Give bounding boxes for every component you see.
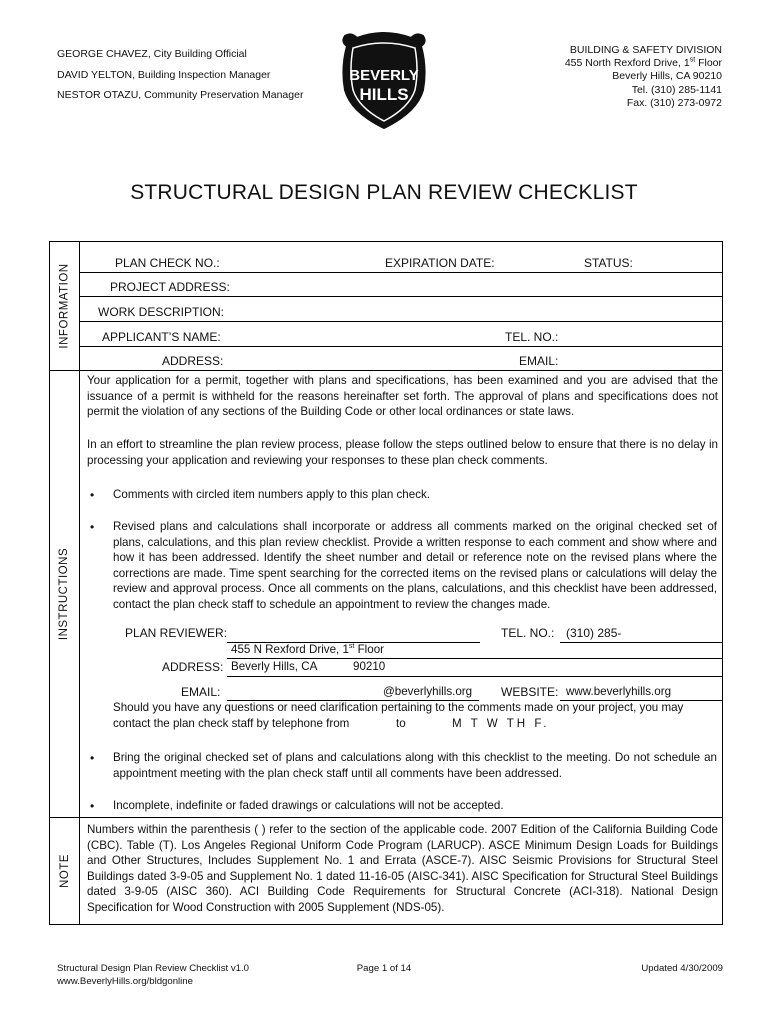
reviewer-address-label: ADDRESS: <box>162 660 224 674</box>
bullet-circled-items: Comments with circled item numbers apply to this plan check. <box>113 488 431 501</box>
contact-sentence-line2: contact the plan check staff by telephone from <box>113 717 350 730</box>
bullet-dot: • <box>90 751 95 765</box>
footer-updated: Updated 4/30/2009 <box>641 963 723 974</box>
logo-text-line1: BEVERLY <box>349 67 419 84</box>
footer-doc-name: Structural Design Plan Review Checklist v1.0 <box>57 963 249 974</box>
checklist-form <box>49 241 723 925</box>
bullet-incomplete-drawings: Incomplete, indefinite or faded drawings or calculations will not be accepted. <box>113 799 504 812</box>
reviewer-email-label: EMAIL: <box>181 685 221 699</box>
contact-sentence-line1: Should you have any questions or need clarification pertaining to the comments made on your project, you may <box>113 701 684 714</box>
project-address-label: PROJECT ADDRESS: <box>110 280 230 294</box>
contact-to: to <box>396 717 406 730</box>
official-2: DAVID YELTON, Building Inspection Manager <box>57 68 271 81</box>
division-name: BUILDING & SAFETY DIVISION <box>569 44 722 56</box>
division-contact <box>565 44 722 110</box>
division-city: Beverly Hills, CA 90210 <box>612 70 722 83</box>
contact-days: M T W TH F. <box>452 717 550 730</box>
status-label: STATUS: <box>584 256 633 270</box>
instructions-intro: Your application for a permit, together with plans and specifications, has been examined and you are advised that the issuance of a permit is withheld for the reasons hereinafter set forth. The approval of plans and specifications does not permit the violation of any sections of the Building Code or other local ordinances or state laws. <box>87 374 718 419</box>
work-description-label: WORK DESCRIPTION: <box>98 305 225 319</box>
bullet-dot: • <box>90 488 95 502</box>
division-tel: Tel. (310) 285-1141 <box>631 83 722 96</box>
reviewer-tel-label: TEL. NO.: <box>501 626 555 640</box>
note-text: Numbers within the parenthesis ( ) refer to the section of the applicable code. 2007 Edition of the California Building Code (CBC). Table (T). Los Angeles Regional Uniform Code Program (LARUCP). ASCE Minimum Design Loads for Buildings and Other Structures, Includes Supplement No. 1 and Errata (ASCE-7). AISC Seismic Provisions for Structural Steel Buildings dated 3-9-05 and Supplement No. 1 dated 11-16-05 (AISC-341). AISC Specification for Structural Steel Buildings dated 3-9-05 (AISC 360). ACI Building Code Requirements for Structural Concrete (ACI-318). National Design Specification for Wood Construction with 2005 Supplement (NDS-05). <box>87 823 718 914</box>
section-separator <box>50 817 722 818</box>
reviewer-tel-line <box>560 642 723 643</box>
reviewer-email-value: @beverlyhills.org <box>383 685 473 698</box>
reviewer-address-city: Beverly Hills, CA <box>231 660 318 673</box>
instructions-streamline: In an effort to streamline the plan review process, please follow the steps outlined below to ensure that there is no delay in processing your application and reviewing your responses to these plan check comments. <box>87 438 718 467</box>
reviewer-address-line <box>227 676 723 677</box>
page-title: STRUCTURAL DESIGN PLAN REVIEW CHECKLIST <box>130 181 638 204</box>
row-line <box>79 296 722 297</box>
website-value: www.beverlyhills.org <box>566 685 672 698</box>
section-label-information: INFORMATION <box>58 263 71 349</box>
beverly-hills-shield-logo <box>337 28 431 132</box>
section-label-instructions: INSTRUCTIONS <box>58 547 71 640</box>
official-1: GEORGE CHAVEZ, City Building Official <box>57 48 247 60</box>
officials-list <box>57 44 303 106</box>
row-line <box>79 272 722 273</box>
tel-no-label: TEL. NO.: <box>505 330 559 344</box>
website-label: WEBSITE: <box>501 685 559 699</box>
division-street: 455 North Rexford Drive, 1st Floor <box>564 56 722 70</box>
section-separator <box>50 370 722 371</box>
row-line <box>79 346 722 347</box>
division-fax: Fax. (310) 273-0972 <box>626 96 722 109</box>
bullet-dot: • <box>90 520 95 534</box>
plan-reviewer-label: PLAN REVIEWER: <box>125 626 228 640</box>
footer-page-number: Page 1 of 14 <box>356 963 412 974</box>
reviewer-tel-value: (310) 285- <box>566 626 622 640</box>
footer-url: www.BeverlyHills.org/bldgonline <box>57 975 193 987</box>
section-divider <box>79 242 80 924</box>
section-label-note: NOTE <box>58 854 71 888</box>
applicant-name-label: APPLICANT’S NAME: <box>102 330 221 344</box>
reviewer-address-line <box>227 658 723 659</box>
reviewer-address-zip: 90210 <box>353 660 386 673</box>
bullet-revised-plans: Revised plans and calculations shall incorporate or address all comments marked on the original checked set of plans, calculations, and this plan review checklist. Provide a written response to each comment and show where and how it has been addressed. Identify the sheet number and detail or reference note on the revised plans where the corrections are made. Time spent searching for the corrected items on the revised plans or calculations will delay the review and approval process. Once all comments on the plans, calculations, and this checklist have been addressed, contact the plan check staff to schedule an appointment to review the changes made. <box>113 520 717 611</box>
email-label: EMAIL: <box>519 354 559 368</box>
address-label: ADDRESS: <box>162 354 224 368</box>
bullet-dot: • <box>90 799 95 813</box>
official-3: NESTOR OTAZU, Community Preservation Manager <box>57 89 304 101</box>
plan-check-no-label: PLAN CHECK NO.: <box>115 256 220 270</box>
row-line <box>79 321 722 322</box>
logo-text-line2: HILLS <box>359 85 409 104</box>
expiration-date-label: EXPIRATION DATE: <box>385 256 495 270</box>
reviewer-address-line1: 455 N Rexford Drive, 1st Floor <box>231 643 385 656</box>
bullet-bring-plans: Bring the original checked set of plans and calculations along with this checklist to the meeting. Do not schedule an appointment meeting with the plan check staff until all comments have been addressed. <box>113 751 717 780</box>
